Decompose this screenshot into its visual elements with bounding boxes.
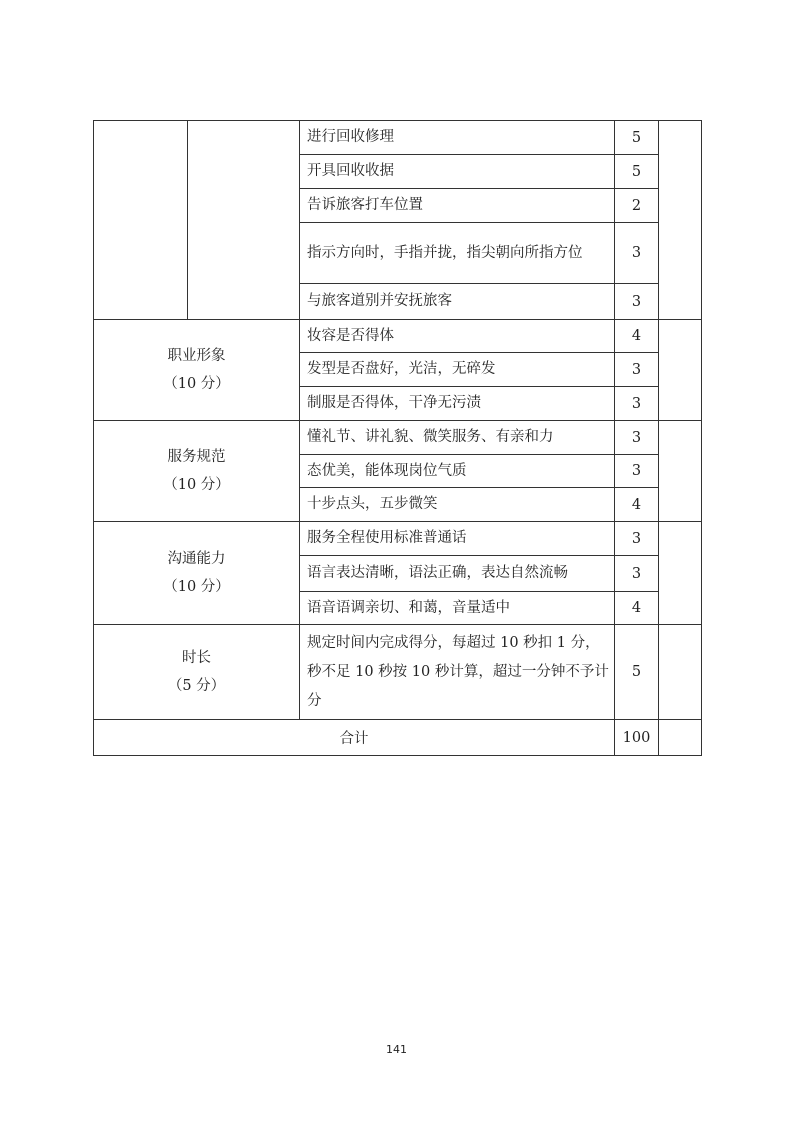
item-text: 开具回收收据 bbox=[300, 155, 615, 189]
item-text: 懂礼节、讲礼貌、微笑服务、有亲和力 bbox=[300, 421, 615, 455]
item-score: 4 bbox=[615, 488, 659, 522]
item-text: 发型是否盘好，光洁，无碎发 bbox=[300, 353, 615, 387]
item-score: 3 bbox=[615, 455, 659, 488]
item-text: 语音语调亲切、和蔼，音量适中 bbox=[300, 592, 615, 625]
item-text: 进行回收修理 bbox=[300, 121, 615, 155]
item-text: 十步点头，五步微笑 bbox=[300, 488, 615, 522]
category-name: 时长 bbox=[182, 650, 211, 666]
item-score: 4 bbox=[615, 320, 659, 353]
category-cell bbox=[94, 522, 300, 625]
actual-score-cell bbox=[659, 421, 702, 522]
subcategory-cell-empty bbox=[188, 121, 300, 320]
page-number: 141 bbox=[386, 1043, 407, 1056]
actual-score-cell bbox=[659, 121, 702, 320]
table-row bbox=[94, 121, 702, 155]
actual-score-cell bbox=[659, 522, 702, 625]
category-cell bbox=[94, 625, 300, 720]
item-text: 语言表达清晰，语法正确，表达自然流畅 bbox=[300, 556, 615, 592]
item-score: 5 bbox=[615, 121, 659, 155]
item-score: 5 bbox=[615, 625, 659, 720]
item-score: 2 bbox=[615, 189, 659, 223]
scoring-table bbox=[93, 120, 702, 756]
item-score: 5 bbox=[615, 155, 659, 189]
item-text: 规定时间内完成得分，每超过 10 秒扣 1 分，秒不足 10 秒按 10 秒计算，超过一分钟不予计分 bbox=[300, 625, 615, 720]
category-points: （5 分） bbox=[167, 678, 226, 694]
category-cell-empty bbox=[94, 121, 188, 320]
table-row bbox=[94, 522, 702, 556]
category-points: （10 分） bbox=[163, 376, 230, 392]
category-points: （10 分） bbox=[163, 477, 230, 493]
item-score: 3 bbox=[615, 387, 659, 421]
item-text: 态优美，能体现岗位气质 bbox=[300, 455, 615, 488]
item-score: 3 bbox=[615, 522, 659, 556]
category-name: 服务规范 bbox=[167, 449, 226, 465]
item-score: 3 bbox=[615, 556, 659, 592]
table-row bbox=[94, 320, 702, 353]
actual-score-cell bbox=[659, 720, 702, 756]
item-score: 3 bbox=[615, 284, 659, 320]
item-text: 服务全程使用标准普通话 bbox=[300, 522, 615, 556]
item-score: 4 bbox=[615, 592, 659, 625]
item-text: 告诉旅客打车位置 bbox=[300, 189, 615, 223]
item-text: 指示方向时，手指并拢，指尖朝向所指方位 bbox=[300, 223, 615, 284]
item-score: 3 bbox=[615, 421, 659, 455]
table-row bbox=[94, 421, 702, 455]
item-score: 3 bbox=[615, 223, 659, 284]
item-text: 妆容是否得体 bbox=[300, 320, 615, 353]
actual-score-cell bbox=[659, 320, 702, 421]
category-name: 职业形象 bbox=[167, 348, 226, 364]
actual-score-cell bbox=[659, 625, 702, 720]
category-points: （10 分） bbox=[163, 579, 230, 595]
item-text: 与旅客道别并安抚旅客 bbox=[300, 284, 615, 320]
category-cell bbox=[94, 421, 300, 522]
total-label: 合计 bbox=[94, 720, 615, 756]
item-score: 3 bbox=[615, 353, 659, 387]
category-name: 沟通能力 bbox=[167, 551, 226, 567]
table-row bbox=[94, 625, 702, 720]
item-text: 制服是否得体，干净无污渍 bbox=[300, 387, 615, 421]
category-cell bbox=[94, 320, 300, 421]
total-row bbox=[94, 720, 702, 756]
total-score: 100 bbox=[615, 720, 659, 756]
